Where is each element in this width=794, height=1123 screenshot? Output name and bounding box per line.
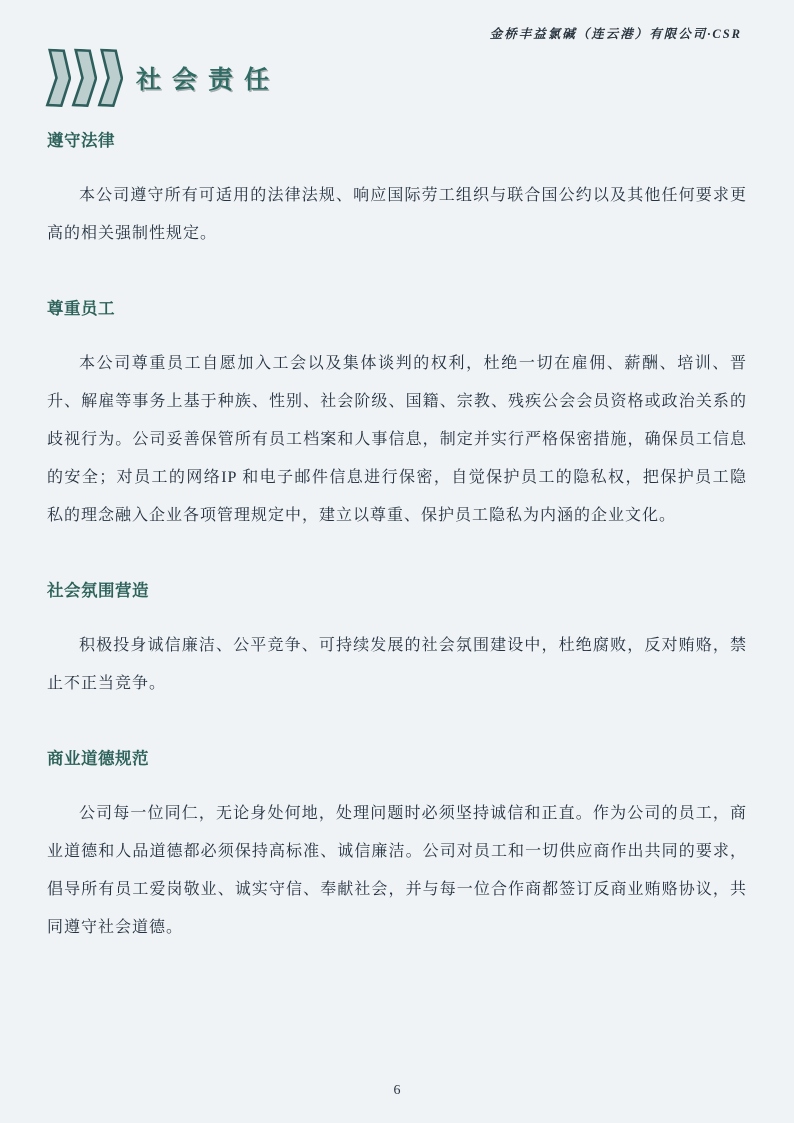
section-paragraph: 本公司遵守所有可适用的法律法规、响应国际劳工组织与联合国公约以及其他任何要求更高的相关强制性规定。 — [47, 187, 747, 242]
section-business-ethics — [47, 749, 747, 947]
section-comply-with-law — [47, 131, 747, 253]
section-heading: 尊重员工 — [47, 300, 115, 318]
section-paragraph: 本公司尊重员工自愿加入工会以及集体谈判的权利，杜绝一切在雇佣、薪酬、培训、晋升、解雇等事务上基于种族、性别、社会阶级、国籍、宗教、残疾公会会员资格或政治关系的歧视行为。公司妥善保管所有员工档案和人事信息，制定并实行严格保密措施，确保员工信息的安全；对员工的网络IP 和电子邮件信息进行保密，自觉保护员工的隐私权，把保护员工隐私的理念融入企业各项管理规定中，建立以尊重、保护员工隐私为内涵的企业文化。 — [47, 355, 747, 524]
page-content — [47, 131, 747, 947]
section-respect-employees — [47, 299, 747, 535]
section-social-atmosphere — [47, 581, 747, 703]
section-heading: 商业道德规范 — [47, 750, 149, 768]
chapter-title: 社会责任 — [136, 66, 281, 94]
chapter-banner — [46, 49, 794, 107]
triple-chevron-right-icon — [46, 49, 123, 107]
section-paragraph: 公司每一位同仁，无论身处何地，处理问题时必须坚持诚信和正直。作为公司的员工，商业道德和人品道德都必须保持高标准、诚信廉洁。公司对员工和一切供应商作出共同的要求，倡导所有员工爱岗敬业、诚实守信、奉献社会，并与每一位合作商都签订反商业贿赂协议，共同遵守社会道德。 — [47, 805, 747, 936]
section-paragraph: 积极投身诚信廉洁、公平竞争、可持续发展的社会氛围建设中，杜绝腐败，反对贿赂，禁止不正当竞争。 — [47, 637, 747, 692]
section-heading: 社会氛围营造 — [47, 582, 149, 600]
running-header-company: 金桥丰益氯碱（连云港）有限公司·CSR — [489, 27, 742, 41]
section-heading: 遵守法律 — [47, 132, 115, 150]
page-number: 6 — [393, 1083, 401, 1098]
